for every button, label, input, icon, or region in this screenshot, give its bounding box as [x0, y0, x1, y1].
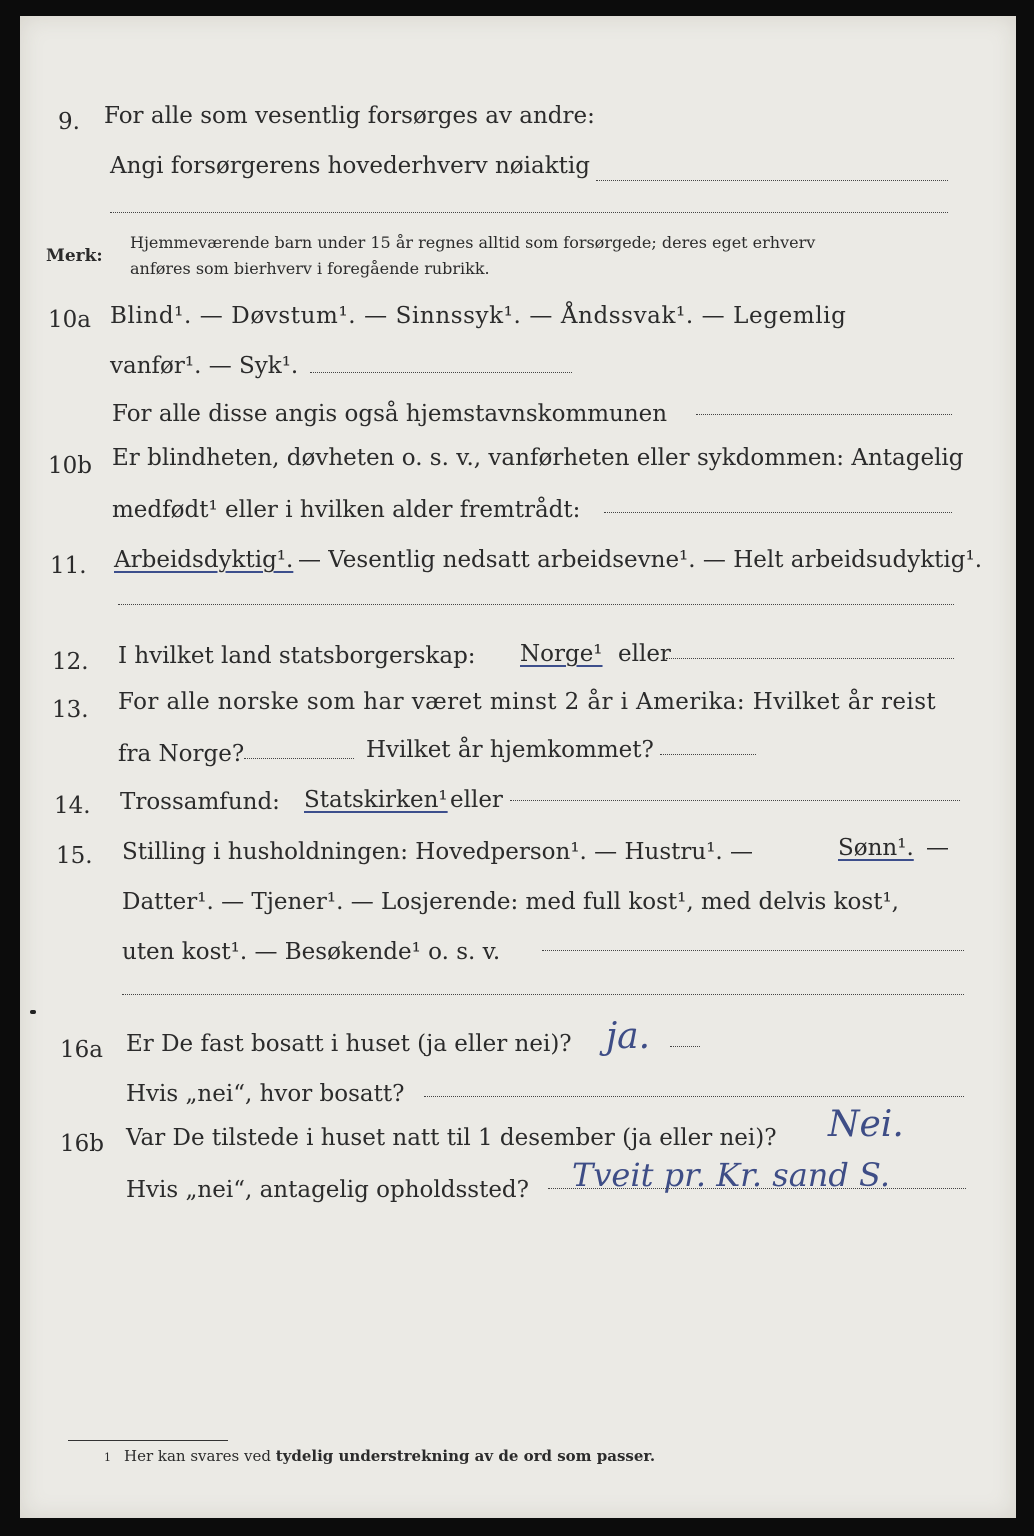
q9-number: 9.: [58, 109, 80, 135]
footnote-text-bold: tydelig understrekning av de ord som passer.: [275, 1447, 656, 1465]
census-form-page: [20, 16, 1016, 1518]
q16a-line-2: Hvis „nei“, hvor bosatt?: [126, 1081, 405, 1107]
q16b-handwritten-place: Tveit pr. Kr. sand S.: [572, 1156, 890, 1194]
merk-label: Merk:: [46, 246, 103, 266]
q12-answer-line[interactable]: [666, 658, 954, 659]
q10a-municipality-line[interactable]: [696, 414, 952, 415]
q16a-line-1: Er De fast bosatt i huset (ja eller nei)?: [126, 1031, 572, 1057]
q13-line-2b: Hvilket år hjemkommet?: [366, 737, 654, 763]
q16b-line-1: Var De tilstede i huset natt til 1 desember (ja eller nei)?: [126, 1125, 777, 1151]
q15-number: 15.: [56, 843, 93, 869]
footnote-rule: [68, 1440, 228, 1441]
merk-line-1: Hjemmeværende barn under 15 år regnes alltid som forsørgede; deres eget erhverv: [130, 233, 816, 252]
footnote-marker: 1: [104, 1451, 111, 1464]
q14-text: Trossamfund:: [120, 789, 280, 815]
q15-dash: —: [926, 835, 949, 861]
q14-number: 14.: [54, 793, 91, 819]
q15-line-3: uten kost¹. — Besøkende¹ o. s. v.: [122, 939, 501, 965]
q12-option: [520, 640, 603, 668]
margin-ink-mark: [30, 1010, 36, 1014]
footnote-text-plain: Her kan svares ved: [124, 1447, 276, 1465]
q13-left-year-line[interactable]: [244, 758, 354, 759]
q10b-line-1: Er blindheten, døvheten o. s. v., vanførheten eller sykdommen: Antagelig: [112, 445, 964, 471]
q12-text: I hvilket land statsborgerskap:: [118, 643, 476, 669]
q16a-handwritten-answer: ja.: [606, 1016, 651, 1057]
q14-answer-line[interactable]: [510, 800, 960, 801]
q9-answer-line[interactable]: [596, 180, 948, 181]
q11-number: 11.: [50, 553, 87, 579]
q10b-answer-line[interactable]: [604, 512, 952, 513]
q15-answer-line[interactable]: [542, 950, 964, 951]
q15-line-2: Datter¹. — Tjener¹. — Losjerende: med full kost¹, med delvis kost¹,: [122, 889, 899, 915]
q9-answer-line-2[interactable]: [110, 212, 948, 213]
q10a-line-1: Blind¹. — Døvstum¹. — Sinnssyk¹. — Åndssvak¹. — Legemlig: [110, 303, 847, 329]
q15-line-1a: Stilling i husholdningen: Hovedperson¹. — Hustru¹. —: [122, 839, 754, 865]
q15-answer-line-2[interactable]: [122, 994, 964, 995]
q12-or: eller: [618, 641, 671, 667]
q10a-line-3: For alle disse angis også hjemstavnskommunen: [112, 401, 668, 427]
q11-option-1: [114, 546, 293, 574]
footnote-text: [124, 1446, 655, 1466]
q13-line-2a: fra Norge?: [118, 741, 245, 767]
q14-or: eller: [450, 787, 503, 813]
q14-option: [304, 786, 448, 814]
q9-text: For alle som vesentlig forsørges av andre:: [104, 103, 595, 129]
q10b-line-2: medfødt¹ eller i hvilken alder fremtrådt:: [112, 497, 581, 523]
q16a-answer-line[interactable]: [670, 1046, 700, 1047]
q9-subtext: Angi forsørgerens hovederhverv nøiaktig: [110, 153, 590, 179]
q16b-number: 16b: [60, 1131, 104, 1157]
q11-option-1-text: Arbeidsdyktig¹.: [114, 547, 294, 573]
q11-answer-line[interactable]: [118, 604, 954, 605]
q16b-handwritten-answer: Nei.: [828, 1104, 904, 1145]
q13-number: 13.: [52, 697, 89, 723]
q15-son-text: Sønn¹.: [838, 835, 914, 861]
q13-return-year-line[interactable]: [660, 754, 756, 755]
q10a-number: 10a: [48, 307, 91, 333]
merk-line-2: anføres som bierhverv i foregående rubrikk.: [130, 259, 490, 278]
q14-option-text: Statskirken¹: [304, 787, 448, 813]
q12-number: 12.: [52, 649, 89, 675]
q16a-place-line[interactable]: [424, 1096, 964, 1097]
q15-son: [838, 834, 914, 862]
q16b-place-line[interactable]: [548, 1188, 966, 1189]
q16b-line-2: Hvis „nei“, antagelig opholdssted?: [126, 1177, 529, 1203]
q10b-number: 10b: [48, 453, 92, 479]
q16a-number: 16a: [60, 1037, 103, 1063]
q10a-line-2: vanfør¹. — Syk¹.: [110, 353, 299, 379]
q11-rest: — Vesentlig nedsatt arbeidsevne¹. — Helt arbeidsudyktig¹.: [298, 547, 983, 573]
q10a-answer-line[interactable]: [310, 372, 572, 373]
q13-line-1: For alle norske som har været minst 2 år i Amerika: Hvilket år reist: [118, 689, 937, 715]
q12-option-text: Norge¹: [520, 641, 603, 667]
